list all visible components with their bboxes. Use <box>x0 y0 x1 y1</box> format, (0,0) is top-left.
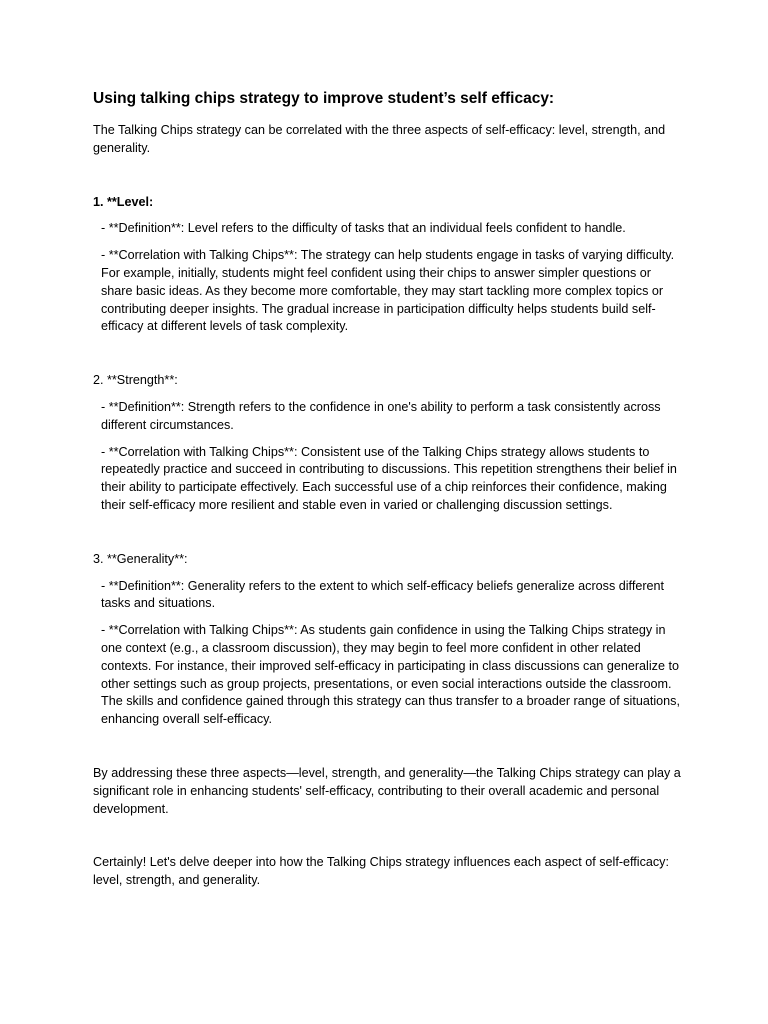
section-heading: 3. **Generality**: <box>93 551 188 566</box>
section-definition: - **Definition**: Strength refers to the confidence in one's ability to perform a task consistently across different circumstances. <box>101 399 661 432</box>
document-title: Using talking chips strategy to improve student’s self efficacy: <box>93 90 555 107</box>
conclusion-paragraph: By addressing these three aspects—level, strength, and generality—the Talking Chips strategy can play a significant role in enhancing students' self-efficacy, contributing to their overall academic and personal development. <box>93 765 681 816</box>
section-strength <box>93 372 683 515</box>
section-correlation: - **Correlation with Talking Chips**: The strategy can help students engage in tasks of varying difficulty. For example, initially, students might feel confident using their chips to answer simpler questions or share basic ideas. As they become more comfortable, they may start tackling more complex topics or contributing deeper insights. The gradual increase in participation difficulty helps students build self-efficacy at different levels of task complexity. <box>101 248 675 334</box>
document-page <box>93 88 683 890</box>
closing-paragraph: Certainly! Let's delve deeper into how the Talking Chips strategy influences each aspect of self-efficacy: level, strength, and generality. <box>93 855 669 888</box>
section-correlation: - **Correlation with Talking Chips**: Consistent use of the Talking Chips strategy allows students to repeatedly practice and succeed in contributing to discussions. This repetition strengthens their belief in their ability to participate effectively. Each successful use of a chip reinforces their confidence, making their self-efficacy more resilient and stable even in varied or challenging discussion settings. <box>101 444 677 512</box>
section-definition: - **Definition**: Generality refers to the extent to which self-efficacy beliefs generalize across different tasks and situations. <box>101 578 665 611</box>
section-correlation: - **Correlation with Talking Chips**: As students gain confidence in using the Talking Chips strategy in one context (e.g., a classroom discussion), they may begin to feel more confident in other related contexts. For instance, their improved self-efficacy in participating in class discussions can generalize to other settings such as group projects, presentations, or even social interactions outside the classroom. The skills and confidence gained through this strategy can thus transfer to a broader range of situations, enhancing overall self-efficacy. <box>101 623 680 727</box>
section-heading: 2. **Strength**: <box>93 373 178 388</box>
section-level <box>93 194 683 337</box>
intro-paragraph: The Talking Chips strategy can be correlated with the three aspects of self-efficacy: level, strength, and generality. <box>93 123 666 155</box>
section-heading: 1. **Level: <box>93 194 154 209</box>
section-generality <box>93 551 683 729</box>
section-definition: - **Definition**: Level refers to the difficulty of tasks that an individual feels confident to handle. <box>101 221 626 236</box>
